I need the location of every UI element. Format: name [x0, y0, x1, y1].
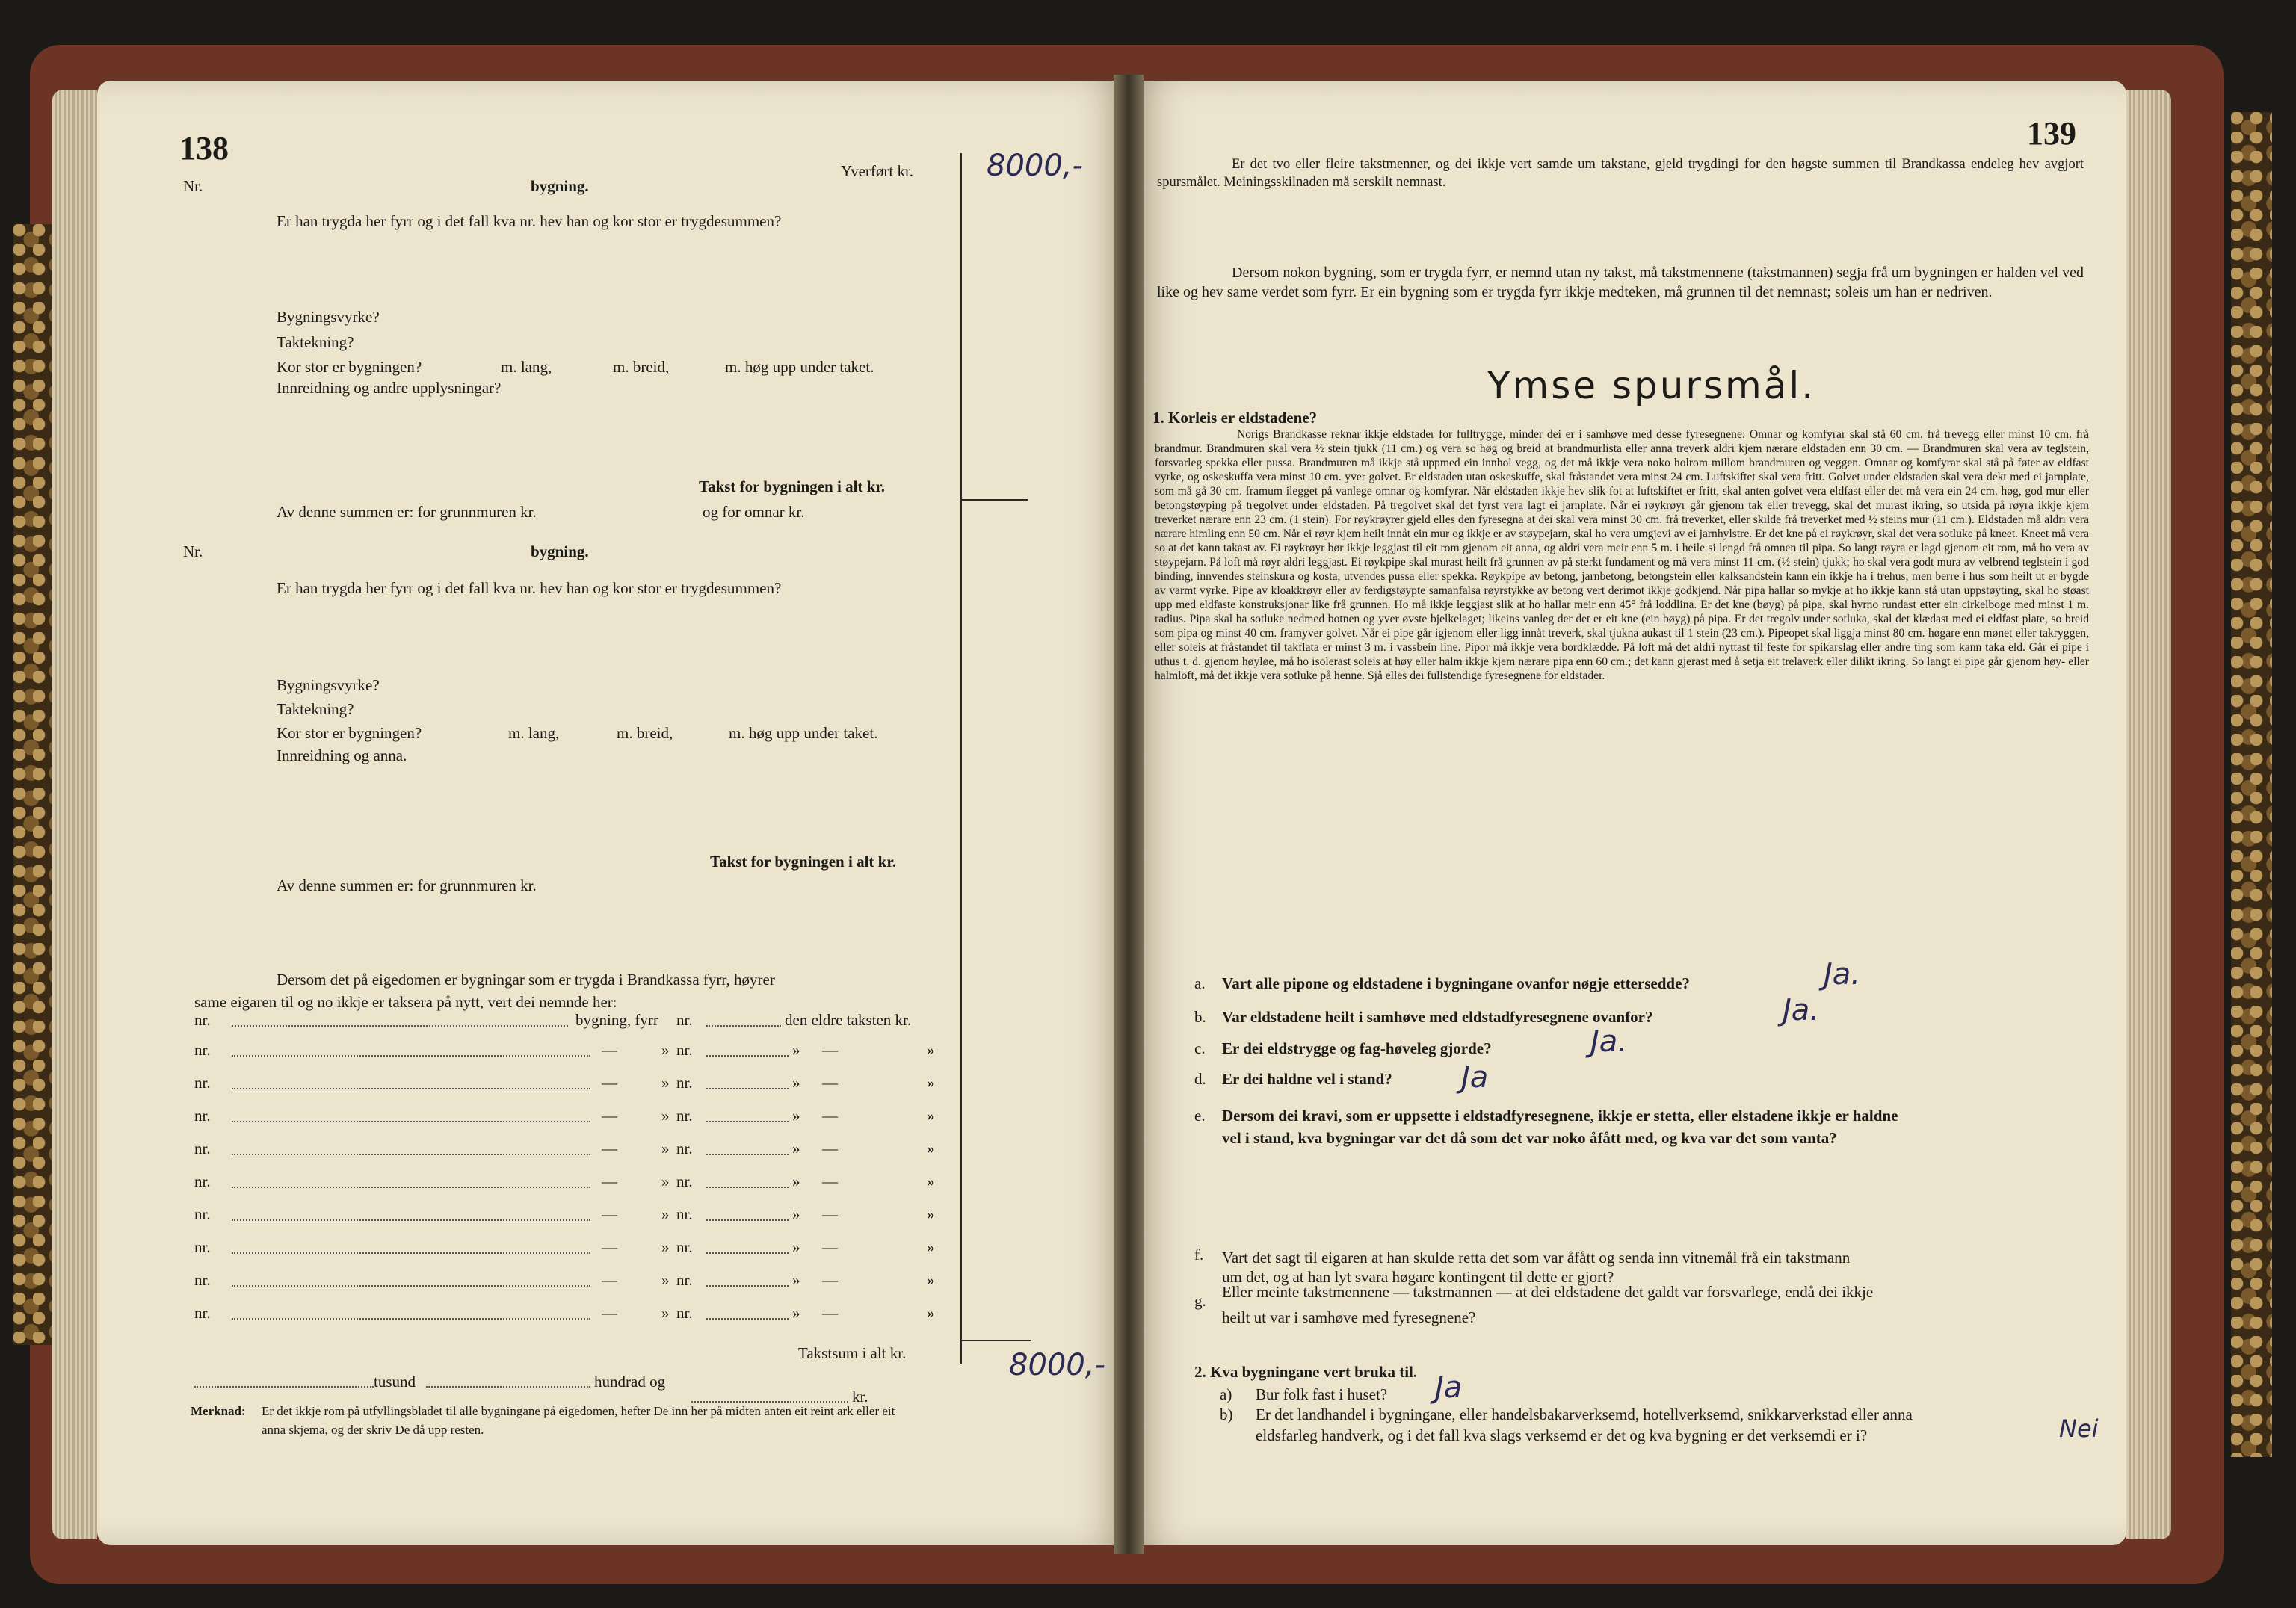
page-edges-left: [52, 90, 97, 1539]
other-row-dots2: [706, 1154, 789, 1155]
other-row-nr-inline: nr.: [676, 1172, 693, 1190]
q2a-answer: Ja: [1435, 1370, 1463, 1405]
qd-text: Er dei haldne vel i stand?: [1222, 1070, 1392, 1088]
q2a-text: Bur folk fast i huset?: [1256, 1385, 1388, 1403]
block1-nr: Nr.: [183, 177, 203, 195]
qc-label: c.: [1194, 1039, 1206, 1057]
kr-dots: [691, 1401, 848, 1403]
block1-omnar: og for omnar kr.: [703, 503, 805, 521]
other-row-dots: [232, 1154, 590, 1155]
block1-breid: m. breid,: [613, 358, 670, 376]
row-first-dots: [232, 1025, 568, 1027]
block1-hog: m. høg upp under taket.: [725, 358, 874, 376]
kr-label: kr.: [852, 1388, 868, 1406]
other-row-nr: nr.: [194, 1139, 211, 1157]
other-row-quote3: »: [927, 1041, 935, 1059]
other-row-quote: »: [661, 1041, 670, 1059]
row-first-dots2: [706, 1025, 781, 1027]
block2-question: Er han trygda her fyrr og i det fall kva nr. hev han og kor stor er trygdesummen?: [277, 579, 782, 597]
q2b-text2: eldsfarleg handverk, og i det fall kva slags verksemd er det og kva bygning er det verksemdi er i?: [1256, 1426, 1868, 1444]
other-row-dots2: [706, 1219, 789, 1221]
q1-regulations: Norigs Brandkasse reknar ikkje eldstader for fulltrygge, minder dei er i samhøve med desse fyresegnene: Omnar og komfyrar skal stå 60 cm. frå trevegg eller minst 10 cm. frå brandmur. Brandmuren skal vera ½ stein tjukk (11 cm.) og vera so høg og breid at brandmurlista eller anna treverk aldri kjem nærare eldstaden enn 30 cm. — Brandmuren skal vera av teglstein, forsvarleg spekka eller pussa. Brandmuren må ikkje stå uppmed ein innhol vegg, og det må ikkje vera noko holrom millom brandmuren og veggen. Omnar og komfyrar skal stå på føter av eldfast vyrke, og oskeskuffa vera minst 10 cm. yver golvet. Er eldstaden utan oskeskuffe, skal fråstandet vera minst 24 cm. Luftskiftet skal vera fritt. Golvet under eldstaden skal vera dekt med ei jarnplate, som må gå 30 cm. framum ilegget på vanlege omnar og komfyrar. Når eldstaden ikkje hev slik fot at luftskiftet er fritt, skal anten golvet vera eldfast eller det må vera ein 24 cm. høg, god mur eller betongstøyping på tregolvet under eldstaden. På tregolvet skal det fyrst vera lagt ei jarnplate. Når ei røykrøyr går gjenom tak eller trevegg, skal det murast ikring, so utsida på røyra ikkje kjem treverket nærare enn 23 cm. (1 stein). For røykrøyrer gjeld elles den fyresegna at dei skal vera minst 30 cm. frå treverket, eller skilde frå treverket med ½ steins mur (11 cm.). Eldstaden må aldri vera nærare himling enn 50 cm. Når ei røyr kjem heilt innåt ein mur og ikkje er av støypejarn, skal ho vera umgjevi av ei jarnhylstre. Er det kne på ei røykrøyr, skal det vera sotluke på kneet. Kneet må vera so at det kann takast av. Ei røykrøyr bør ikkje leggjast til eit rom gjenom eit anna, og aldri vera meir enn 5 m. i heile si lengd frå omnen til pipa. So langt røyra er lagd gjenom eit rom, må ho vera av støypejarn. På loft må røyr aldri leggjast. Ei røykpipe skal murast heilt frå grunnen av på sterkt fundament og må vera minst 11 cm. (½ stein) tjukk; ho skal vera godt mura av velbrend teglstein i god binding, innvendes steinskura og kosta, utvendes pussa eller spekka. Røykpipe av betong, jarnbetong, betongstein eller kalksandstein kann ein ikkje ha i trehus, men berre i hus som heilt ut er bygde av varmt vyrke. Pipe av kloakkrøyr eller av ferdigstøypte samanfalsa røyrstykke av betong vert derimot ikkje godkjend. Når pipa hallar so mykje at ho ikkje kann stå utan uppstøyting, skal ho støast upp med eldfaste konstruksjonar like frå grunnen. Ho må ikkje leggjast slik at ho hallar meir enn 45° frå loddlina. Er det kne (bøyg) på pipa, skal hyrno rundast etter ein cirkelboge med minst 1 m. radius. Pipa skal ha sotluke nedmed botnen og yver øvste bjelkelaget; likeins vanleg der det er eit kne (ein bøyg) på pipa. Er det tregolv under sotluka, skal det klædast med ei eldfast plate, so breid som pipa og minst 40 cm. framyver golvet. Når ei pipe går igjenom eller ligg innåt treverk, skal tjukna aukast til 1 stein (23 cm.). Pipeopet skal liggja minst 80 cm. høgare enn mønet eller takryggen, eller soleis at fråstandet til takflata er minst 3 m. i vassbein line. Pipor må ikkje vera bordklædde. På loft må det aldri nyttast til feste for spikarslag eller andre ting som kann taka eld. Går ei pipe i uthus t. d. gjenom høyløe, må ho isolerast soleis at høy eller halm ikkje kjem nærare pipa enn 60 cm.; det kann gjerast med å setja eit trelaverk eller dilikt ikring. So langt ei pipe går gjenom høy- eller halmloft, må det ikkje vera sotluke på henne. Sjå elles dei fullstendige fyresegnene for eldstader.: [1155, 428, 2089, 683]
other-row-dots: [232, 1285, 590, 1287]
q2b-answer: Nei: [2059, 1414, 2099, 1443]
block2-taktekning: Taktekning?: [277, 700, 354, 718]
other-row-quote: »: [661, 1304, 670, 1322]
total-line: [960, 1340, 1031, 1341]
other-row-dots: [232, 1252, 590, 1254]
qd-answer: Ja: [1461, 1060, 1489, 1095]
yverfort-label: Yverført kr.: [841, 162, 914, 180]
other-row-nr: nr.: [194, 1271, 211, 1289]
other-row-nr-inline: nr.: [676, 1074, 693, 1092]
block2-breid: m. breid,: [617, 724, 673, 742]
merknad-text2: anna skjema, og der skriv De då upp resten.: [262, 1423, 484, 1437]
other-row-quote: »: [661, 1139, 670, 1157]
block2-bygningsvyrke: Bygningsvyrke?: [277, 676, 380, 694]
yverfort-value: 8000,-: [987, 149, 1083, 183]
block1-lang: m. lang,: [501, 358, 552, 376]
other-row-quote3: »: [927, 1304, 935, 1322]
other-row-dots: [232, 1219, 590, 1221]
block2-lang: m. lang,: [508, 724, 560, 742]
section-title: Ymse spursmål.: [1487, 364, 1816, 407]
other-row-dots2: [706, 1318, 789, 1320]
other-row-dash2: —: [822, 1205, 838, 1223]
other-row-quote: »: [661, 1271, 670, 1289]
tusund-dots: [194, 1386, 374, 1388]
other-row-dots2: [706, 1088, 789, 1089]
merknad-label: Merknad:: [191, 1404, 246, 1418]
block2-takst: Takst for bygningen i alt kr.: [710, 853, 896, 871]
other-row-nr: nr.: [194, 1172, 211, 1190]
row-first-bygning: bygning, fyrr: [575, 1011, 658, 1029]
other-row-nr: nr.: [194, 1041, 211, 1059]
takstsum-label: Takstsum i alt kr.: [798, 1344, 907, 1362]
other-row-dash: —: [602, 1041, 617, 1059]
qf-label: f.: [1194, 1246, 1204, 1264]
book-spine: [1114, 75, 1144, 1554]
other-row-dash: —: [602, 1074, 617, 1092]
merknad-text1: Er det ikkje rom på utfyllingsbladet til alle bygningane på eigedomen, hefter De inn her på midten anten eit reint ark eller eit: [262, 1404, 895, 1418]
q2b-text1: Er det landhandel i bygningane, eller handelsbakarverksemd, hotellverksemd, snikkarverkstad eller anna: [1256, 1406, 1913, 1423]
block1-taktekning: Taktekning?: [277, 333, 354, 351]
qe-text1: Dersom dei kravi, som er uppsette i eldstadfyresegnene, ikkje er stetta, eller elstadene ikkje er haldne: [1222, 1107, 1898, 1125]
other-row-quote2: »: [792, 1304, 800, 1322]
other-row-quote2: »: [792, 1041, 800, 1059]
block1-grunnmur: Av denne summen er: for grunnmuren kr.: [277, 503, 537, 521]
other-row-dash: —: [602, 1238, 617, 1256]
other-row-nr: nr.: [194, 1304, 211, 1322]
block2-innreidning: Innreidning og anna.: [277, 746, 407, 764]
other-row-quote2: »: [792, 1238, 800, 1256]
other-row-nr-inline: nr.: [676, 1041, 693, 1059]
other-row-dots: [232, 1055, 590, 1057]
qb-answer: Ja.: [1783, 993, 1820, 1027]
intro-paragraph-2: Dersom nokon bygning, som er trygda fyrr, er nemnd utan ny takst, må takstmennene (takstmannen) segja frå um bygningen er halden vel ved like og hev same verdet som fyrr. Er ein bygning som er trygda fyrr ikkje medteken, må grunnen til det nemnast; soleis um han er nedriven.: [1157, 265, 2084, 301]
other-row-dots2: [706, 1187, 789, 1188]
qg-text1: Eller meinte takstmennene — takstmannen — at dei eldstadene det galdt var forsvarlege, endå dei ikkje: [1222, 1283, 1874, 1301]
other-row-quote2: »: [792, 1271, 800, 1289]
other-row-dash: —: [602, 1271, 617, 1289]
block2-size: Kor stor er bygningen?: [277, 724, 422, 742]
block1-innreidning: Innreidning og andre upplysningar?: [277, 379, 502, 397]
block2-nr: Nr.: [183, 542, 203, 560]
other-row-dots: [232, 1318, 590, 1320]
other-row-dots: [232, 1187, 590, 1188]
other-row-quote: »: [661, 1107, 670, 1125]
block1-takst: Takst for bygningen i alt kr.: [699, 477, 885, 495]
other-row-dash2: —: [822, 1041, 838, 1059]
other-row-dash: —: [602, 1205, 617, 1223]
tusund-label: tusund: [374, 1373, 416, 1391]
qa-text: Vart alle pipone og eldstadene i bygningane ovanfor nøgje ettersedde?: [1222, 974, 1690, 992]
row-first-nr: nr.: [194, 1011, 211, 1029]
qf-text2: um det, og at han lyt svara høgare kontingent til dette er gjort?: [1222, 1268, 1614, 1286]
qe-label: e.: [1194, 1107, 1206, 1125]
other-row-nr-inline: nr.: [676, 1238, 693, 1256]
amount-column-line: [960, 153, 962, 1364]
other-row-dots: [232, 1121, 590, 1122]
other-row-quote2: »: [792, 1107, 800, 1125]
other-row-nr-inline: nr.: [676, 1139, 693, 1157]
other-row-dots2: [706, 1285, 789, 1287]
qa-answer: Ja.: [1824, 957, 1861, 992]
block2-grunnmur: Av denne summen er: for grunnmuren kr.: [277, 876, 537, 894]
other-row-dots: [232, 1088, 590, 1089]
other-row-quote2: »: [792, 1139, 800, 1157]
block1-sum-line: [960, 499, 1028, 501]
block1-size: Kor stor er bygningen?: [277, 358, 422, 376]
block2-hog: m. høg upp under taket.: [729, 724, 878, 742]
other-row-dash2: —: [822, 1172, 838, 1190]
page-number-right: 139: [2027, 115, 2076, 152]
hundrad-dots: [426, 1386, 590, 1388]
other-row-quote2: »: [792, 1172, 800, 1190]
row-first-nr2: nr.: [676, 1011, 693, 1029]
other-row-dots2: [706, 1055, 789, 1057]
qg-label: g.: [1194, 1292, 1206, 1310]
other-row-quote: »: [661, 1074, 670, 1092]
other-row-quote3: »: [927, 1271, 935, 1289]
qc-text: Er dei eldstrygge og fag-høveleg gjorde?: [1222, 1039, 1492, 1057]
other-row-dash2: —: [822, 1271, 838, 1289]
takstsum-value: 8000,-: [1009, 1348, 1105, 1382]
other-row-nr-inline: nr.: [676, 1304, 693, 1322]
other-row-dash2: —: [822, 1107, 838, 1125]
qa-label: a.: [1194, 974, 1206, 992]
left-page: [97, 81, 1129, 1545]
other-row-nr-inline: nr.: [676, 1107, 693, 1125]
other-row-dash: —: [602, 1139, 617, 1157]
other-buildings-line2: same eigaren til og no ikkje er taksera på nytt, vert dei nemnde her:: [194, 993, 617, 1011]
other-row-dash2: —: [822, 1074, 838, 1092]
other-row-nr-inline: nr.: [676, 1205, 693, 1223]
page-number-left: 138: [179, 130, 229, 167]
other-row-quote3: »: [927, 1238, 935, 1256]
qc-answer: Ja.: [1590, 1024, 1628, 1059]
q2b-label: b): [1220, 1406, 1233, 1423]
qd-label: d.: [1194, 1070, 1206, 1088]
q1-label: 1. Korleis er eldstadene?: [1152, 409, 1318, 427]
other-row-dash: —: [602, 1172, 617, 1190]
qb-label: b.: [1194, 1008, 1206, 1026]
other-row-dash: —: [602, 1107, 617, 1125]
row-first-takst: den eldre taksten kr.: [785, 1011, 912, 1029]
other-row-quote3: »: [927, 1205, 935, 1223]
qg-text2: heilt ut var i samhøve med fyresegnene?: [1222, 1308, 1476, 1326]
page-edges-right: [2126, 90, 2171, 1539]
q2-label: 2. Kva bygningane vert bruka til.: [1194, 1363, 1418, 1381]
qb-text: Var eldstadene heilt i samhøve med eldstadfyresegnene ovanfor?: [1222, 1008, 1653, 1026]
other-row-dash2: —: [822, 1139, 838, 1157]
other-row-quote: »: [661, 1172, 670, 1190]
block1-question: Er han trygda her fyrr og i det fall kva nr. hev han og kor stor er trygdesummen?: [277, 212, 782, 230]
other-row-quote3: »: [927, 1107, 935, 1125]
qf-text1: Vart det sagt til eigaren at han skulde retta det som var åfått og senda inn vitnemål frå ein takstmann: [1222, 1249, 1851, 1267]
other-row-quote3: »: [927, 1074, 935, 1092]
block2-bygning: bygning.: [531, 542, 589, 560]
other-row-dash2: —: [822, 1304, 838, 1322]
other-row-dash2: —: [822, 1238, 838, 1256]
block1-bygningsvyrke: Bygningsvyrke?: [277, 308, 380, 326]
other-row-quote3: »: [927, 1139, 935, 1157]
other-row-dots2: [706, 1121, 789, 1122]
block1-bygning: bygning.: [531, 177, 589, 195]
intro-paragraph-1: Er det tvo eller fleire takstmenner, og dei ikkje vert samde um takstane, gjeld trygdingi for den høgste summen til Brandkassa endeleg hev avgjort spursmålet. Meiningsskilnaden må serskilt nemnast.: [1157, 157, 2084, 191]
other-row-quote3: »: [927, 1172, 935, 1190]
other-row-dash: —: [602, 1304, 617, 1322]
hundrad-label: hundrad og: [594, 1373, 666, 1391]
other-row-quote: »: [661, 1205, 670, 1223]
qe-text2: vel i stand, kva bygningar var det då som det var noko åfått med, og kva var det som vanta?: [1222, 1129, 1837, 1147]
other-row-quote2: »: [792, 1074, 800, 1092]
other-row-nr: nr.: [194, 1107, 211, 1125]
other-buildings-line1: Dersom det på eigedomen er bygningar som er trygda i Brandkassa fyrr, høyrer: [277, 971, 775, 989]
other-row-nr-inline: nr.: [676, 1271, 693, 1289]
other-row-dots2: [706, 1252, 789, 1254]
other-row-quote: »: [661, 1238, 670, 1256]
other-row-quote2: »: [792, 1205, 800, 1223]
q2a-label: a): [1220, 1385, 1232, 1403]
other-row-nr: nr.: [194, 1074, 211, 1092]
marbled-edge-right: [2231, 112, 2272, 1457]
marbled-edge-left: [13, 224, 58, 1345]
other-row-nr: nr.: [194, 1205, 211, 1223]
other-row-nr: nr.: [194, 1238, 211, 1256]
